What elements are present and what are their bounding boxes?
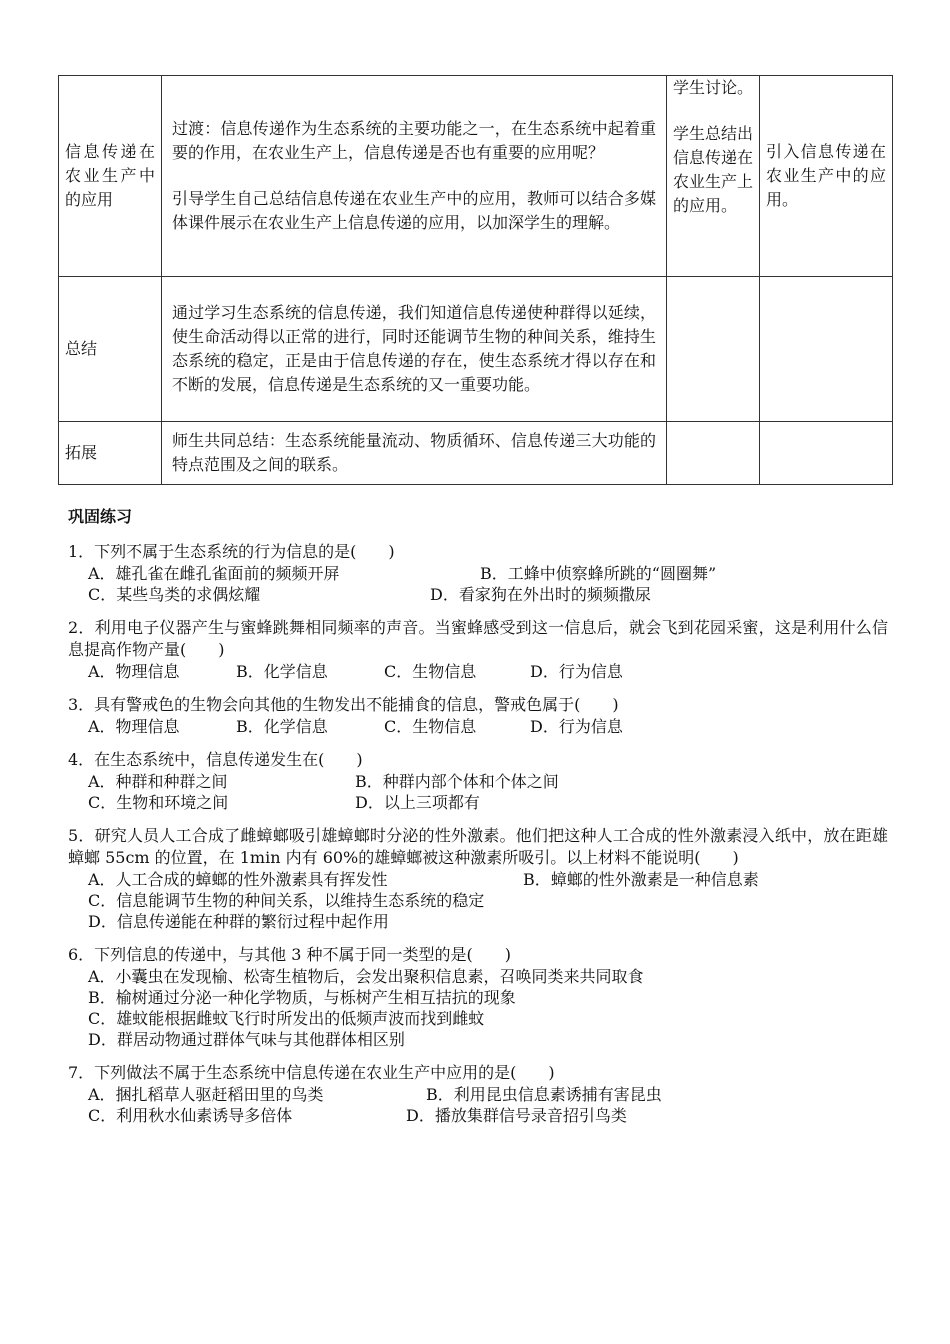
question <box>68 617 888 682</box>
student-activity <box>667 422 760 485</box>
question <box>68 749 888 813</box>
option-d: D．信息传递能在种群的繁衍过程中起作用 <box>88 912 389 931</box>
design-intent <box>760 422 893 485</box>
content-paragraph: 通过学习生态系统的信息传递，我们知道信息传递使种群得以延续，使生命活动得以正常的进行，同时还能调节生物的种间关系，维持生态系统的稳定，正是由于信息传递的存在，使生态系统才得以存在和不断的发展，信息传递是生态系统的又一重要功能。 <box>172 303 656 394</box>
content-paragraph: 引导学生自己总结信息传递在农业生产中的应用，教师可以结合多媒体课件展示在农业生产上信息传递的应用，以加深学生的理解。 <box>172 189 656 232</box>
option-d: D．行为信息 <box>530 662 623 681</box>
option-a: A．捆扎稻草人驱赶稻田里的鸟类 <box>88 1085 324 1104</box>
row-content <box>162 277 667 422</box>
row-title: 拓展 <box>59 422 162 485</box>
option-d: D．群居动物通过群体气味与其他群体相区别 <box>88 1030 405 1049</box>
question-stem: 6．下列信息的传递中，与其他 3 种不属于同一类型的是( ) <box>68 945 512 964</box>
student-activity <box>667 277 760 422</box>
option-a: A．人工合成的蟑螂的性外激素具有挥发性 <box>88 870 388 889</box>
row-title: 总结 <box>59 277 162 422</box>
question <box>68 1062 888 1126</box>
question <box>68 694 888 737</box>
question <box>68 825 888 932</box>
design-intent-text: 引入信息传递在农业生产中的应用。 <box>766 142 886 209</box>
option-a: A．物理信息 <box>88 662 180 681</box>
option-c: C．利用秋水仙素诱导多倍体 <box>88 1106 293 1125</box>
option-c: C．某些鸟类的求偶炫耀 <box>88 585 261 604</box>
question <box>68 944 888 1050</box>
question-stem: 5．研究人员人工合成了雌蟑螂吸引雄蟑螂时分泌的性外激素。他们把这种人工合成的性外激素浸入纸中，放在距雄蟑螂 55cm 的位置，在 1min 内有 60%的雄蟑螂被这种激素所吸引。以上材料不能说明( ) <box>68 826 888 867</box>
option-c: C．生物信息 <box>384 662 477 681</box>
option-b: B．蟑螂的性外激素是一种信息素 <box>523 870 759 889</box>
student-activity-text: 学生总结出信息传递在农业生产上的应用。 <box>673 124 754 215</box>
lesson-plan-table <box>58 75 893 485</box>
option-c: C．信息能调节生物的种间关系，以维持生态系统的稳定 <box>88 891 485 910</box>
table-row <box>59 76 893 277</box>
option-d: D．看家狗在外出时的频频撒尿 <box>430 585 651 604</box>
design-intent <box>760 76 893 277</box>
question-stem: 4．在生态系统中，信息传递发生在( ) <box>68 750 363 769</box>
question-stem: 7．下列做法不属于生态系统中信息传递在农业生产中应用的是( ) <box>68 1063 555 1082</box>
option-b: B．榆树通过分泌一种化学物质，与栎树产生相互拮抗的现象 <box>88 988 516 1007</box>
question-stem: 2．利用电子仪器产生与蜜蜂跳舞相同频率的声音。当蜜蜂感受到这一信息后，就会飞到花园采蜜，这是利用什么信息提高作物产量( ) <box>68 618 888 659</box>
exercise-title: 巩固练习 <box>68 507 133 526</box>
content-paragraph: 师生共同总结：生态系统能量流动、物质循环、信息传递三大功能的特点范围及之间的联系。 <box>172 431 656 474</box>
option-a: A．小囊虫在发现榆、松寄生植物后，会发出聚积信息素，召唤同类来共同取食 <box>88 967 644 986</box>
question-stem: 3．具有警戒色的生物会向其他的生物发出不能捕食的信息，警戒色属于( ) <box>68 695 619 714</box>
exercise-section <box>68 504 888 1138</box>
option-b: B．化学信息 <box>236 717 328 736</box>
option-d: D．行为信息 <box>530 717 623 736</box>
option-a: A．种群和种群之间 <box>88 772 228 791</box>
option-a: A．物理信息 <box>88 717 180 736</box>
option-d: D．播放集群信号录音招引鸟类 <box>406 1106 627 1125</box>
content-paragraph: 过渡：信息传递作为生态系统的主要功能之一，在生态系统中起着重要的作用，在农业生产上，信息传递是否也有重要的应用呢？ <box>172 119 656 162</box>
row-content <box>162 76 667 277</box>
student-activity-text: 学生讨论。 <box>673 78 754 97</box>
option-c: C．生物和环境之间 <box>88 793 229 812</box>
option-c: C．雄蚊能根据雌蚊飞行时所发出的低频声波而找到雌蚊 <box>88 1009 485 1028</box>
row-content <box>162 422 667 485</box>
option-a: A．雄孔雀在雌孔雀面前的频频开屏 <box>88 564 340 583</box>
option-b: B．工蜂中侦察蜂所跳的“圆圈舞” <box>480 564 717 583</box>
option-b: B．种群内部个体和个体之间 <box>355 772 559 791</box>
question-stem: 1．下列不属于生态系统的行为信息的是( ) <box>68 542 395 561</box>
question <box>68 541 888 605</box>
option-b: B．利用昆虫信息素诱捕有害昆虫 <box>426 1085 662 1104</box>
row-title: 信息传递在农业生产中的应用 <box>59 76 162 277</box>
option-b: B．化学信息 <box>236 662 328 681</box>
option-d: D．以上三项都有 <box>355 793 480 812</box>
table-row <box>59 422 893 485</box>
option-c: C．生物信息 <box>384 717 477 736</box>
student-activity <box>667 76 760 277</box>
table-row <box>59 277 893 422</box>
design-intent <box>760 277 893 422</box>
